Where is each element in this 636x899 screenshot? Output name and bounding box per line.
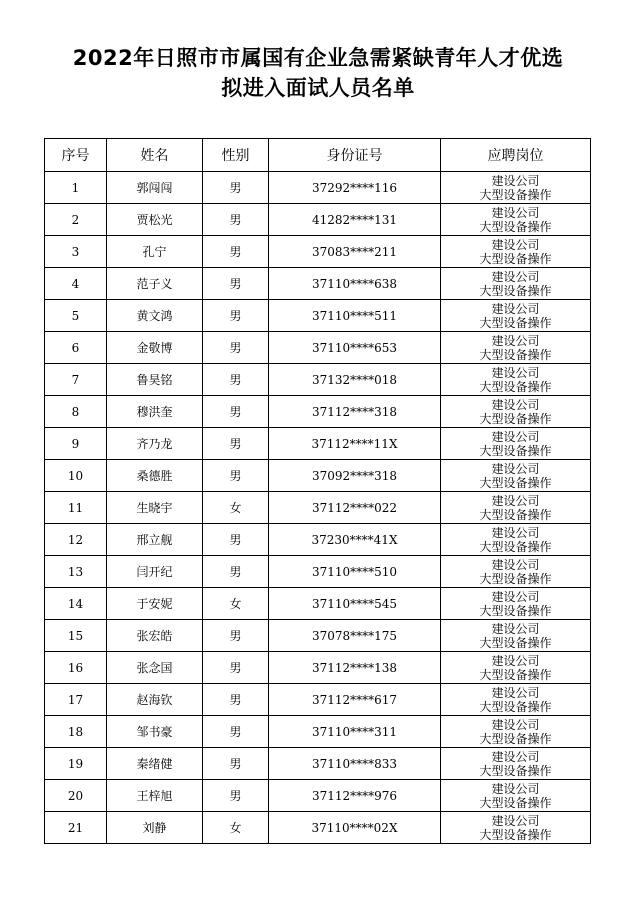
cell-no: 17 bbox=[45, 684, 107, 716]
cell-position bbox=[441, 332, 591, 364]
cell-position bbox=[441, 428, 591, 460]
table-row bbox=[45, 268, 591, 300]
cell-position bbox=[441, 620, 591, 652]
position-role: 大型设备操作 bbox=[479, 667, 552, 682]
cell-position bbox=[441, 300, 591, 332]
table-header-row bbox=[45, 139, 591, 172]
cell-name: 金敬博 bbox=[107, 332, 203, 364]
cell-position bbox=[441, 172, 591, 204]
cell-no: 1 bbox=[45, 172, 107, 204]
cell-no: 4 bbox=[45, 268, 107, 300]
candidate-table bbox=[44, 138, 591, 844]
cell-name: 贾松光 bbox=[107, 204, 203, 236]
cell-id: 37112****022 bbox=[269, 492, 441, 524]
cell-id: 37112****617 bbox=[269, 684, 441, 716]
position-role: 大型设备操作 bbox=[479, 731, 552, 746]
cell-id: 37110****311 bbox=[269, 716, 441, 748]
document-title: 2022年日照市市属国有企业急需紧缺青年人才优选 bbox=[72, 46, 564, 70]
cell-position bbox=[441, 236, 591, 268]
cell-position bbox=[441, 204, 591, 236]
cell-name: 闫开纪 bbox=[107, 556, 203, 588]
position-company: 建设公司 bbox=[491, 461, 540, 476]
cell-gender: 男 bbox=[203, 428, 269, 460]
cell-gender: 男 bbox=[203, 556, 269, 588]
cell-name: 王梓旭 bbox=[107, 780, 203, 812]
cell-gender: 男 bbox=[203, 268, 269, 300]
cell-gender: 男 bbox=[203, 460, 269, 492]
table-row bbox=[45, 812, 591, 844]
position-role: 大型设备操作 bbox=[479, 283, 552, 298]
position-role: 大型设备操作 bbox=[479, 219, 552, 234]
position-role: 大型设备操作 bbox=[479, 603, 552, 618]
cell-position bbox=[441, 556, 591, 588]
position-company: 建设公司 bbox=[491, 653, 540, 668]
cell-no: 7 bbox=[45, 364, 107, 396]
cell-no: 13 bbox=[45, 556, 107, 588]
cell-id: 37132****018 bbox=[269, 364, 441, 396]
position-company: 建设公司 bbox=[491, 781, 540, 796]
position-role: 大型设备操作 bbox=[479, 827, 552, 842]
position-company: 建设公司 bbox=[491, 685, 540, 700]
cell-id: 37112****976 bbox=[269, 780, 441, 812]
cell-gender: 男 bbox=[203, 684, 269, 716]
cell-gender: 男 bbox=[203, 332, 269, 364]
cell-id: 37110****833 bbox=[269, 748, 441, 780]
cell-position bbox=[441, 364, 591, 396]
cell-position bbox=[441, 588, 591, 620]
cell-gender: 男 bbox=[203, 780, 269, 812]
cell-id: 37110****638 bbox=[269, 268, 441, 300]
cell-position bbox=[441, 652, 591, 684]
cell-name: 赵海钦 bbox=[107, 684, 203, 716]
cell-name: 秦绪健 bbox=[107, 748, 203, 780]
table-row bbox=[45, 364, 591, 396]
cell-id: 37110****511 bbox=[269, 300, 441, 332]
table-row bbox=[45, 300, 591, 332]
cell-position bbox=[441, 268, 591, 300]
table-row bbox=[45, 428, 591, 460]
cell-name: 张念国 bbox=[107, 652, 203, 684]
position-company: 建设公司 bbox=[491, 589, 540, 604]
position-company: 建设公司 bbox=[491, 525, 540, 540]
header-no: 序号 bbox=[45, 139, 107, 172]
cell-position bbox=[441, 716, 591, 748]
header-position: 应聘岗位 bbox=[441, 139, 591, 172]
table-row bbox=[45, 748, 591, 780]
position-company: 建设公司 bbox=[491, 429, 540, 444]
position-company: 建设公司 bbox=[491, 813, 540, 828]
cell-id: 37083****211 bbox=[269, 236, 441, 268]
position-role: 大型设备操作 bbox=[479, 635, 552, 650]
cell-name: 于安妮 bbox=[107, 588, 203, 620]
table-row bbox=[45, 172, 591, 204]
position-company: 建设公司 bbox=[491, 621, 540, 636]
table-row bbox=[45, 332, 591, 364]
cell-name: 穆洪奎 bbox=[107, 396, 203, 428]
header-name: 姓名 bbox=[107, 139, 203, 172]
table-row bbox=[45, 236, 591, 268]
cell-gender: 男 bbox=[203, 716, 269, 748]
cell-id: 37092****318 bbox=[269, 460, 441, 492]
position-role: 大型设备操作 bbox=[479, 699, 552, 714]
cell-name: 黄文鸿 bbox=[107, 300, 203, 332]
cell-no: 21 bbox=[45, 812, 107, 844]
cell-position bbox=[441, 812, 591, 844]
position-role: 大型设备操作 bbox=[479, 379, 552, 394]
cell-id: 37110****02X bbox=[269, 812, 441, 844]
cell-position bbox=[441, 748, 591, 780]
cell-no: 10 bbox=[45, 460, 107, 492]
table-row bbox=[45, 460, 591, 492]
cell-gender: 女 bbox=[203, 588, 269, 620]
table-row bbox=[45, 492, 591, 524]
position-company: 建设公司 bbox=[491, 301, 540, 316]
position-role: 大型设备操作 bbox=[479, 507, 552, 522]
position-role: 大型设备操作 bbox=[479, 251, 552, 266]
position-role: 大型设备操作 bbox=[479, 347, 552, 362]
table-row bbox=[45, 620, 591, 652]
cell-no: 19 bbox=[45, 748, 107, 780]
cell-gender: 男 bbox=[203, 620, 269, 652]
table-row bbox=[45, 524, 591, 556]
cell-id: 37110****653 bbox=[269, 332, 441, 364]
position-role: 大型设备操作 bbox=[479, 795, 552, 810]
position-company: 建设公司 bbox=[491, 205, 540, 220]
cell-name: 孔宁 bbox=[107, 236, 203, 268]
table-row bbox=[45, 588, 591, 620]
position-company: 建设公司 bbox=[491, 749, 540, 764]
cell-position bbox=[441, 396, 591, 428]
table-row bbox=[45, 204, 591, 236]
position-role: 大型设备操作 bbox=[479, 475, 552, 490]
table-row bbox=[45, 556, 591, 588]
position-company: 建设公司 bbox=[491, 493, 540, 508]
cell-no: 16 bbox=[45, 652, 107, 684]
table-row bbox=[45, 716, 591, 748]
cell-name: 生晓宇 bbox=[107, 492, 203, 524]
header-gender: 性别 bbox=[203, 139, 269, 172]
cell-name: 鲁昊铭 bbox=[107, 364, 203, 396]
cell-id: 37110****545 bbox=[269, 588, 441, 620]
cell-gender: 女 bbox=[203, 492, 269, 524]
cell-gender: 女 bbox=[203, 812, 269, 844]
position-company: 建设公司 bbox=[491, 237, 540, 252]
position-role: 大型设备操作 bbox=[479, 411, 552, 426]
cell-no: 2 bbox=[45, 204, 107, 236]
cell-no: 18 bbox=[45, 716, 107, 748]
header-id: 身份证号 bbox=[269, 139, 441, 172]
cell-gender: 男 bbox=[203, 172, 269, 204]
position-role: 大型设备操作 bbox=[479, 763, 552, 778]
cell-no: 14 bbox=[45, 588, 107, 620]
cell-position bbox=[441, 460, 591, 492]
cell-position bbox=[441, 492, 591, 524]
cell-name: 邹书豪 bbox=[107, 716, 203, 748]
cell-gender: 男 bbox=[203, 204, 269, 236]
position-company: 建设公司 bbox=[491, 397, 540, 412]
cell-gender: 男 bbox=[203, 396, 269, 428]
cell-id: 37110****510 bbox=[269, 556, 441, 588]
cell-position bbox=[441, 684, 591, 716]
position-company: 建设公司 bbox=[491, 269, 540, 284]
cell-no: 8 bbox=[45, 396, 107, 428]
table-row bbox=[45, 652, 591, 684]
position-company: 建设公司 bbox=[491, 365, 540, 380]
cell-name: 桑德胜 bbox=[107, 460, 203, 492]
cell-position bbox=[441, 524, 591, 556]
cell-id: 37078****175 bbox=[269, 620, 441, 652]
position-role: 大型设备操作 bbox=[479, 187, 552, 202]
cell-gender: 男 bbox=[203, 524, 269, 556]
cell-name: 刘静 bbox=[107, 812, 203, 844]
cell-gender: 男 bbox=[203, 748, 269, 780]
position-company: 建设公司 bbox=[491, 717, 540, 732]
cell-no: 20 bbox=[45, 780, 107, 812]
cell-no: 11 bbox=[45, 492, 107, 524]
cell-no: 6 bbox=[45, 332, 107, 364]
cell-no: 5 bbox=[45, 300, 107, 332]
cell-id: 37112****11X bbox=[269, 428, 441, 460]
cell-id: 37292****116 bbox=[269, 172, 441, 204]
cell-name: 邢立舰 bbox=[107, 524, 203, 556]
table-row bbox=[45, 396, 591, 428]
cell-no: 3 bbox=[45, 236, 107, 268]
cell-position bbox=[441, 780, 591, 812]
cell-id: 37230****41X bbox=[269, 524, 441, 556]
cell-name: 张宏皓 bbox=[107, 620, 203, 652]
cell-gender: 男 bbox=[203, 236, 269, 268]
cell-no: 12 bbox=[45, 524, 107, 556]
position-role: 大型设备操作 bbox=[479, 315, 552, 330]
position-role: 大型设备操作 bbox=[479, 539, 552, 554]
cell-gender: 男 bbox=[203, 300, 269, 332]
position-role: 大型设备操作 bbox=[479, 443, 552, 458]
position-company: 建设公司 bbox=[491, 557, 540, 572]
cell-id: 37112****138 bbox=[269, 652, 441, 684]
cell-id: 37112****318 bbox=[269, 396, 441, 428]
position-role: 大型设备操作 bbox=[479, 571, 552, 586]
cell-gender: 男 bbox=[203, 364, 269, 396]
position-company: 建设公司 bbox=[491, 173, 540, 188]
table-body bbox=[45, 172, 591, 844]
cell-name: 范子义 bbox=[107, 268, 203, 300]
cell-name: 齐乃龙 bbox=[107, 428, 203, 460]
table-row bbox=[45, 780, 591, 812]
table-row bbox=[45, 684, 591, 716]
cell-id: 41282****131 bbox=[269, 204, 441, 236]
cell-gender: 男 bbox=[203, 652, 269, 684]
cell-no: 9 bbox=[45, 428, 107, 460]
cell-no: 15 bbox=[45, 620, 107, 652]
cell-name: 郭闯闯 bbox=[107, 172, 203, 204]
position-company: 建设公司 bbox=[491, 333, 540, 348]
document-subtitle: 拟进入面试人员名单 bbox=[221, 76, 415, 100]
